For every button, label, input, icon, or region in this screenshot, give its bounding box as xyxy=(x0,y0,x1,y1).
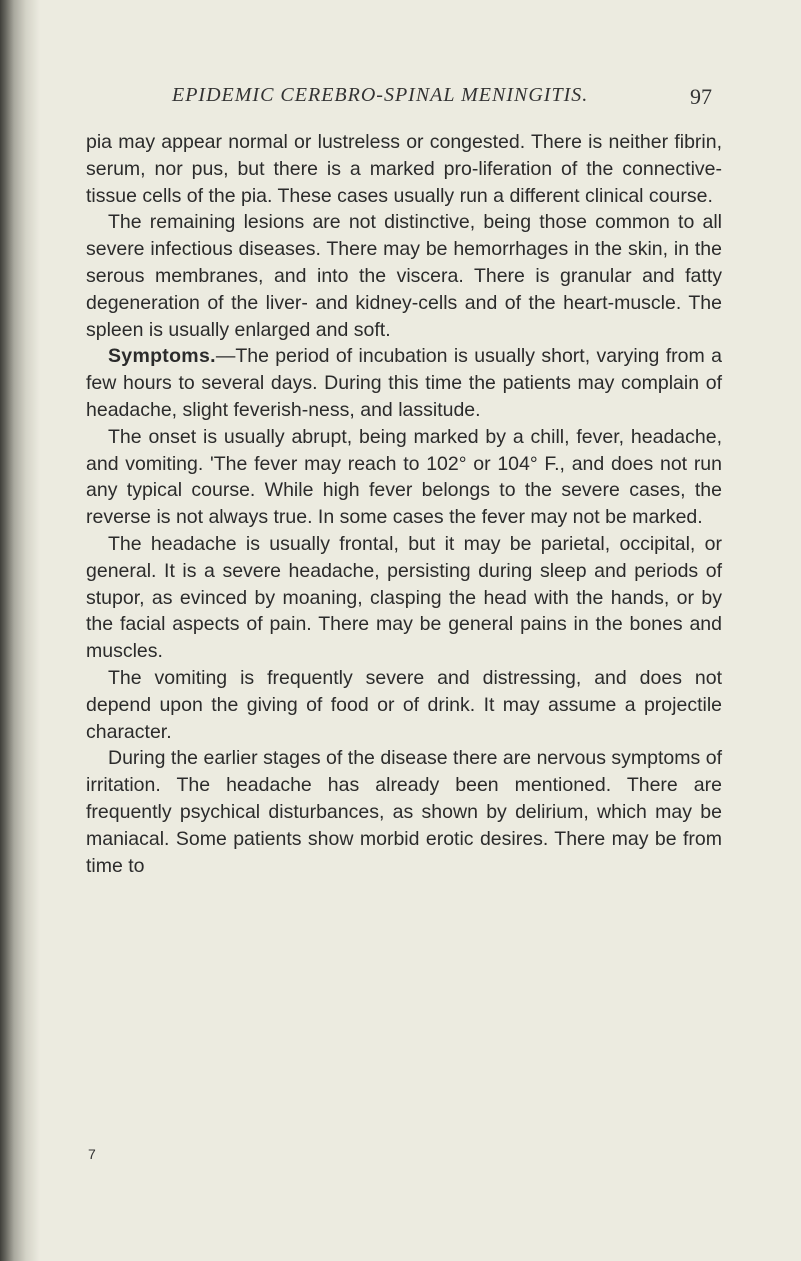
paragraph-nervous-symptoms: During the earlier stages of the disease there are nervous symptoms of irritation. The headache has already been mentioned. There are frequently psychical disturbances, as shown by delirium, which may be maniacal. Some patients show morbid erotic desires. There may be from time to xyxy=(86,747,722,877)
paragraph-pia-continuation: pia may appear normal or lustreless or congested. There is neither fibrin, serum, nor pus, but there is a marked pro-liferation of the connective-tissue cells of the pia. These cases usually run a different clinical course. xyxy=(86,131,722,207)
paragraph-onset: The onset is usually abrupt, being marked by a chill, fever, headache, and vomiting. 'The fever may reach to 102° or 104° F., and does not run any typical course. While high fever belongs to the severe cases, the reverse is not always true. In some cases the fever may not be marked. xyxy=(86,425,722,529)
paragraph-headache: The headache is usually frontal, but it may be parietal, occipital, or general. It is a severe headache, persisting during sleep and periods of stupor, as evinced by moaning, clasping the head with the hands, or by the facial aspects of pain. There may be general pains in the bones and muscles. xyxy=(86,532,722,663)
paragraph-symptoms-text: —The period of incubation is usually short, varying from a few hours to several days. During this time the patients may complain of headache, slight feverish-ness, and lassitude. xyxy=(86,345,722,421)
body-text xyxy=(86,129,722,879)
paragraph-vomiting: The vomiting is frequently severe and distressing, and does not depend upon the giving of food or of drink. It may assume a projectile character. xyxy=(86,666,722,743)
paragraph-remaining-lesions: The remaining lesions are not distinctive, being those common to all severe infectious diseases. There may be hemorrhages in the skin, in the serous membranes, and into the viscera. There is granular and fatty degeneration of the liver- and kidney-cells and of the heart-muscle. The spleen is usually enlarged and soft. xyxy=(86,211,722,341)
signature-mark: 7 xyxy=(88,1146,96,1162)
page-number: 97 xyxy=(690,84,712,109)
section-heading-symptoms: Symptoms. xyxy=(108,345,216,368)
running-head: EPIDEMIC CEREBRO-SPINAL MENINGITIS. xyxy=(172,84,589,106)
paragraph-symptoms xyxy=(86,343,722,423)
